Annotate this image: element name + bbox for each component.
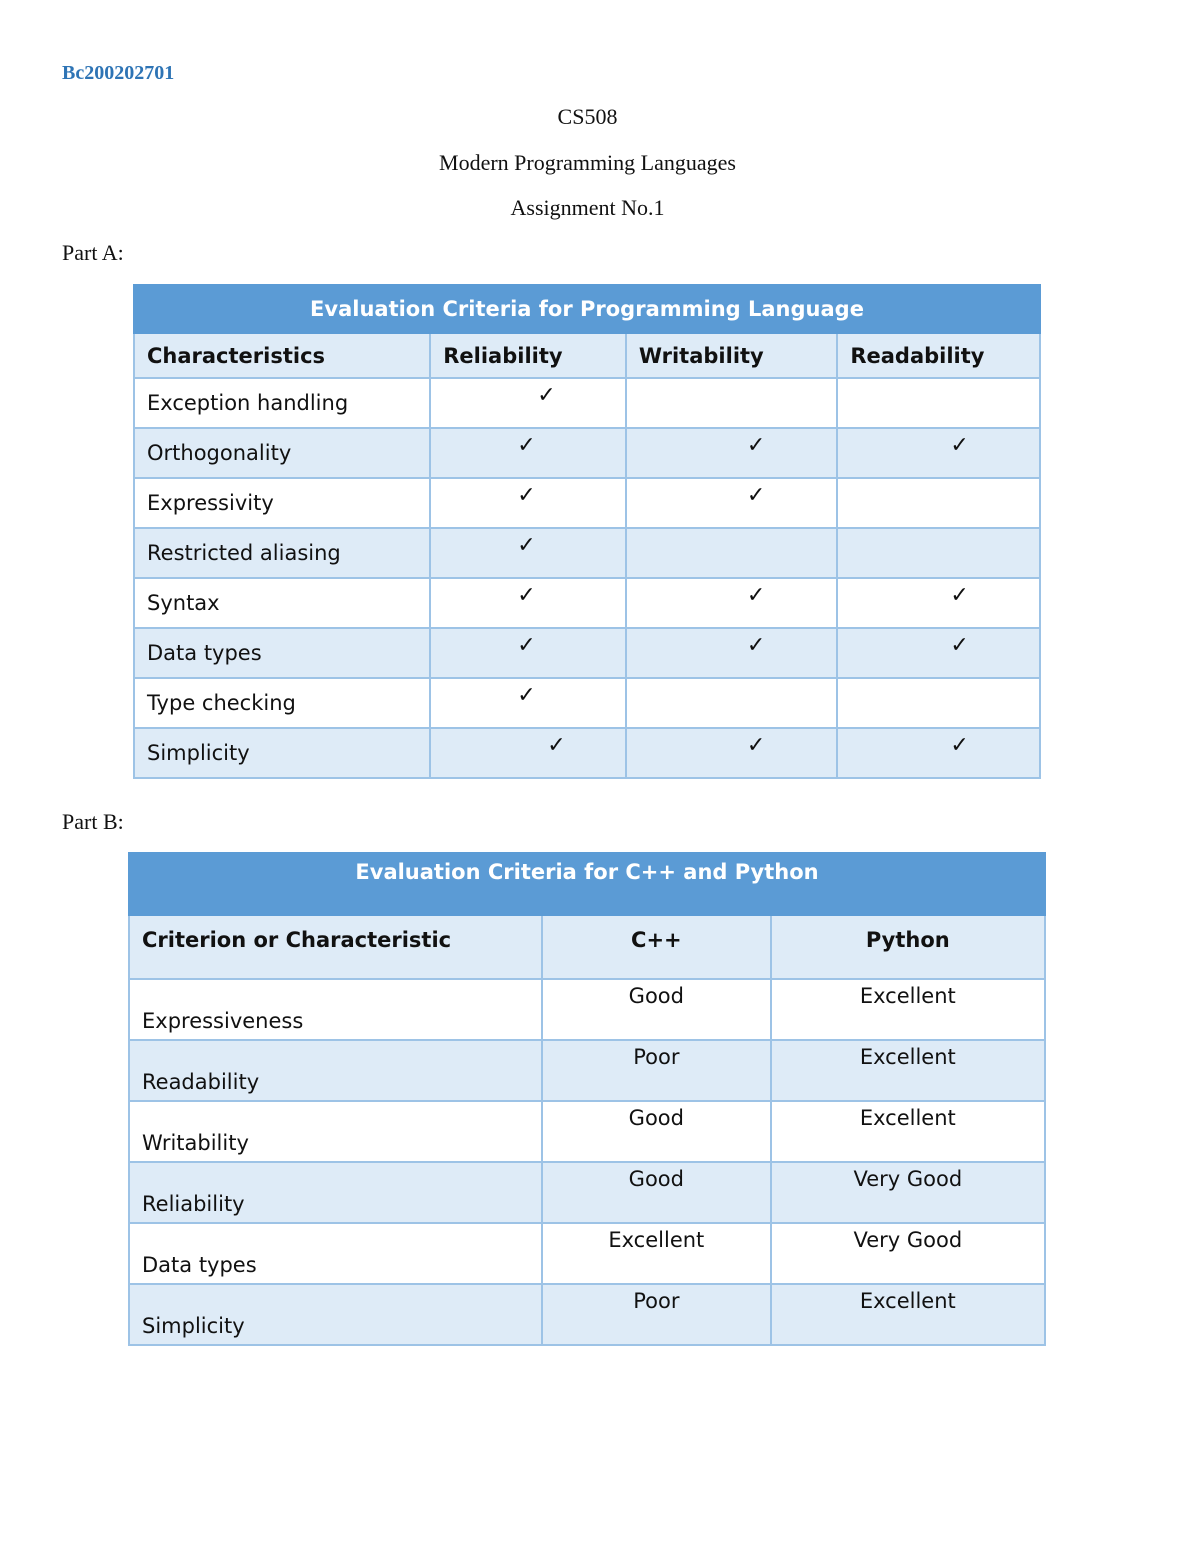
column-header: Criterion or Characteristic	[129, 915, 542, 979]
reliability-check-cell: ✓	[430, 578, 626, 628]
table-row	[134, 428, 1040, 478]
characteristic-cell: Restricted aliasing	[134, 528, 430, 578]
student-id: Bc200202701	[62, 62, 175, 84]
writability-check-cell: ✓	[626, 478, 838, 528]
characteristic-cell: Syntax	[134, 578, 430, 628]
cpp-rating-cell: Poor	[542, 1040, 771, 1101]
column-header: Characteristics	[134, 333, 430, 378]
characteristic-cell: Type checking	[134, 678, 430, 728]
table-row	[129, 1162, 1045, 1223]
criterion-cell: Data types	[129, 1223, 542, 1284]
table-row	[134, 378, 1040, 428]
characteristic-cell: Simplicity	[134, 728, 430, 778]
readability-check-cell	[837, 528, 1040, 578]
course-title: Modern Programming Languages	[439, 150, 736, 175]
python-rating-cell: Very Good	[771, 1162, 1045, 1223]
table-row	[134, 478, 1040, 528]
table-row	[129, 1101, 1045, 1162]
writability-check-cell	[626, 678, 838, 728]
readability-check-cell	[837, 378, 1040, 428]
reliability-check-cell: ✓	[430, 728, 626, 778]
table-row	[129, 1284, 1045, 1345]
criterion-cell: Reliability	[129, 1162, 542, 1223]
table-header-row	[129, 915, 1045, 979]
writability-check-cell: ✓	[626, 728, 838, 778]
assignment-title: Assignment No.1	[510, 195, 665, 220]
column-header: Readability	[837, 333, 1040, 378]
readability-check-cell	[837, 478, 1040, 528]
reliability-check-cell: ✓	[430, 428, 626, 478]
table-title-row	[129, 853, 1045, 915]
characteristic-cell: Orthogonality	[134, 428, 430, 478]
characteristic-cell: Expressivity	[134, 478, 430, 528]
column-header: Writability	[626, 333, 838, 378]
reliability-check-cell: ✓	[430, 528, 626, 578]
readability-check-cell: ✓	[837, 728, 1040, 778]
cpp-rating-cell: Poor	[542, 1284, 771, 1345]
part-b-label: Part B:	[62, 809, 124, 834]
table-row	[134, 728, 1040, 778]
readability-check-cell: ✓	[837, 578, 1040, 628]
cpp-rating-cell: Good	[542, 1162, 771, 1223]
cpp-rating-cell: Excellent	[542, 1223, 771, 1284]
table-row	[129, 979, 1045, 1040]
column-header: Reliability	[430, 333, 626, 378]
cpp-rating-cell: Good	[542, 1101, 771, 1162]
table-row	[129, 1040, 1045, 1101]
python-rating-cell: Excellent	[771, 1040, 1045, 1101]
readability-check-cell: ✓	[837, 628, 1040, 678]
evaluation-table-part-b	[128, 852, 1046, 1346]
writability-check-cell	[626, 378, 838, 428]
table-row	[134, 628, 1040, 678]
column-header: C++	[542, 915, 771, 979]
python-rating-cell: Excellent	[771, 1101, 1045, 1162]
writability-check-cell	[626, 528, 838, 578]
table-header-row	[134, 333, 1040, 378]
table-title-row	[134, 285, 1040, 333]
characteristic-cell: Data types	[134, 628, 430, 678]
course-code: CS508	[557, 104, 618, 129]
python-rating-cell: Excellent	[771, 1284, 1045, 1345]
writability-check-cell: ✓	[626, 628, 838, 678]
table-row	[134, 578, 1040, 628]
table-row	[134, 678, 1040, 728]
table-title: Evaluation Criteria for C++ and Python	[129, 853, 1045, 915]
cpp-rating-cell: Good	[542, 979, 771, 1040]
criterion-cell: Writability	[129, 1101, 542, 1162]
criterion-cell: Simplicity	[129, 1284, 542, 1345]
python-rating-cell: Very Good	[771, 1223, 1045, 1284]
readability-check-cell	[837, 678, 1040, 728]
table-row	[129, 1223, 1045, 1284]
part-a-label: Part A:	[62, 240, 124, 265]
python-rating-cell: Excellent	[771, 979, 1045, 1040]
criterion-cell: Readability	[129, 1040, 542, 1101]
table-title: Evaluation Criteria for Programming Language	[134, 285, 1040, 333]
reliability-check-cell: ✓	[430, 678, 626, 728]
reliability-check-cell: ✓	[430, 378, 626, 428]
table-row	[134, 528, 1040, 578]
criterion-cell: Expressiveness	[129, 979, 542, 1040]
characteristic-cell: Exception handling	[134, 378, 430, 428]
writability-check-cell: ✓	[626, 578, 838, 628]
evaluation-table-part-a	[133, 284, 1041, 779]
reliability-check-cell: ✓	[430, 478, 626, 528]
readability-check-cell: ✓	[837, 428, 1040, 478]
reliability-check-cell: ✓	[430, 628, 626, 678]
writability-check-cell: ✓	[626, 428, 838, 478]
column-header: Python	[771, 915, 1045, 979]
